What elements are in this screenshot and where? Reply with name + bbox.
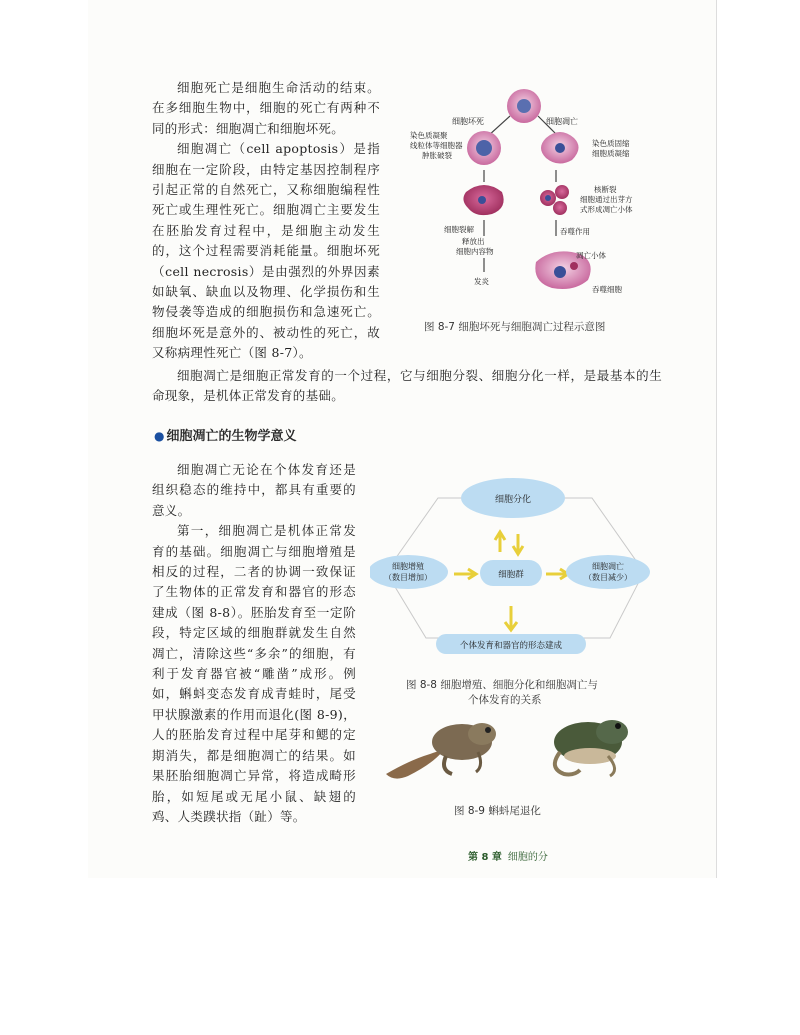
apoptosis-node [566,555,650,589]
section-heading-text: 细胞凋亡的生物学意义 [166,429,297,444]
left-note-1: 染色质凝聚 [410,131,448,140]
right-note-4: 细胞通过出芽方 [580,195,633,204]
right-note-2: 细胞质凝缩 [592,149,630,158]
section-heading [154,425,297,444]
left-note-2: 线粒体等细胞器 [410,141,463,150]
proliferation-node [370,555,448,589]
tadpole-with-tail-icon [386,723,496,779]
page-footer [468,848,548,863]
paragraph-first-point: 第一，细胞凋亡是机体正常发育的基础。细胞凋亡与细胞增殖是相反的过程，二者的协调一致保证了生物体的正常发育和器官的形态建成（图 8-8）。胚胎发育至一定阶段，特定区域的细胞群就发生自然凋亡，清除这些“多余”的细胞，有利于发育器官被“雕凿”成形。例如，蝌蚪变态发育成青蛙时，尾受甲状腺激素的作用而退化(图 8-9)，人的胚胎发育过程中尾芽和鳃的定期消失，都是细胞凋亡的结果。如果胚胎细胞凋亡异常，将造成畸形胎，如短尾或无尾小鼠、缺翅的鸡、人类蹼状指（趾）等。 [152,523,356,824]
body-text [152,460,356,827]
paragraph-significance: 细胞凋亡无论在个体发育还是组织稳态的维持中，都具有重要的意义。 [152,462,356,518]
intro-text [152,78,380,364]
right-note-5: 式形成凋亡小体 [580,205,633,214]
label-proliferation: 细胞增殖 [392,562,424,571]
label-necrosis: 细胞坏死 [452,117,484,126]
label-apoptosis-sub: （数目减少） [584,573,632,582]
label-proliferation-sub: （数目增加） [384,573,432,582]
figure-8-9-image [380,712,670,788]
label-cell-group: 细胞群 [498,570,524,580]
adult-frog-icon [554,720,628,776]
paragraph-apoptosis-normal: 细胞凋亡是细胞正常发育的一个过程，它与细胞分裂、细胞分化一样，是最基本的生命现象，是机体正常发育的基础。 [152,368,662,404]
figure-8-8-caption [406,678,598,708]
label-release-1: 释放出 [462,237,485,246]
left-note-3: 肿胀破裂 [422,151,452,160]
label-apoptotic-body: 凋亡小体 [576,251,606,260]
full-width-text [152,366,662,407]
label-development: 个体发育和器官的形态建成 [459,641,563,651]
right-note-1: 染色质固缩 [592,139,630,148]
label-release-2: 细胞内容物 [456,247,494,256]
bullet-icon: ● [154,429,165,443]
label-apoptosis-node: 细胞凋亡 [592,562,624,571]
label-phagocyte: 吞噬细胞 [592,285,622,294]
paragraph-cell-death: 细胞死亡是细胞生命活动的结束。在多细胞生物中，细胞的死亡有两种不同的形式：细胞凋亡和细胞坏死。 [152,80,380,136]
label-differentiation: 细胞分化 [494,495,532,505]
paragraph-apoptosis-definition: 细胞凋亡（cell apoptosis）是指细胞在一定阶段，由特定基因控制程序引起正常的自然死亡，又称细胞编程性死亡或生理性死亡。细胞凋亡主要发生在胚胎发育过程中，是细胞主动发生的，这个过程需要消耗能量。细胞坏死（cell necrosis）是由强烈的外界因素如缺氧、缺血以及物理、化学损伤和生物侵袭等造成的细胞损伤和急速死亡。细胞坏死是意外的、被动性的死亡，故又称病理性死亡（图 8-7）。 [152,141,380,361]
figure-8-7-caption: 图 8-7 细胞坏死与细胞凋亡过程示意图 [424,321,606,333]
footer-title: 细胞的分 [507,852,548,863]
figure-8-8-caption-line1: 图 8-8 细胞增殖、细胞分化和细胞凋亡与 [406,679,598,691]
figure-8-7-diagram [396,86,686,306]
figure-8-8-diagram [370,476,660,656]
label-phagocytosis: 吞噬作用 [560,227,590,236]
label-apoptosis: 细胞凋亡 [546,117,578,126]
label-inflammation: 发炎 [474,277,489,286]
right-note-3: 核断裂 [594,185,617,194]
figure-8-8-caption-line2: 个体发育的关系 [468,694,542,706]
figure-8-9-caption: 图 8-9 蝌蚪尾退化 [454,805,541,817]
label-cell-lysis: 细胞裂解 [444,225,474,234]
footer-chapter: 第 8 章 [468,852,502,863]
